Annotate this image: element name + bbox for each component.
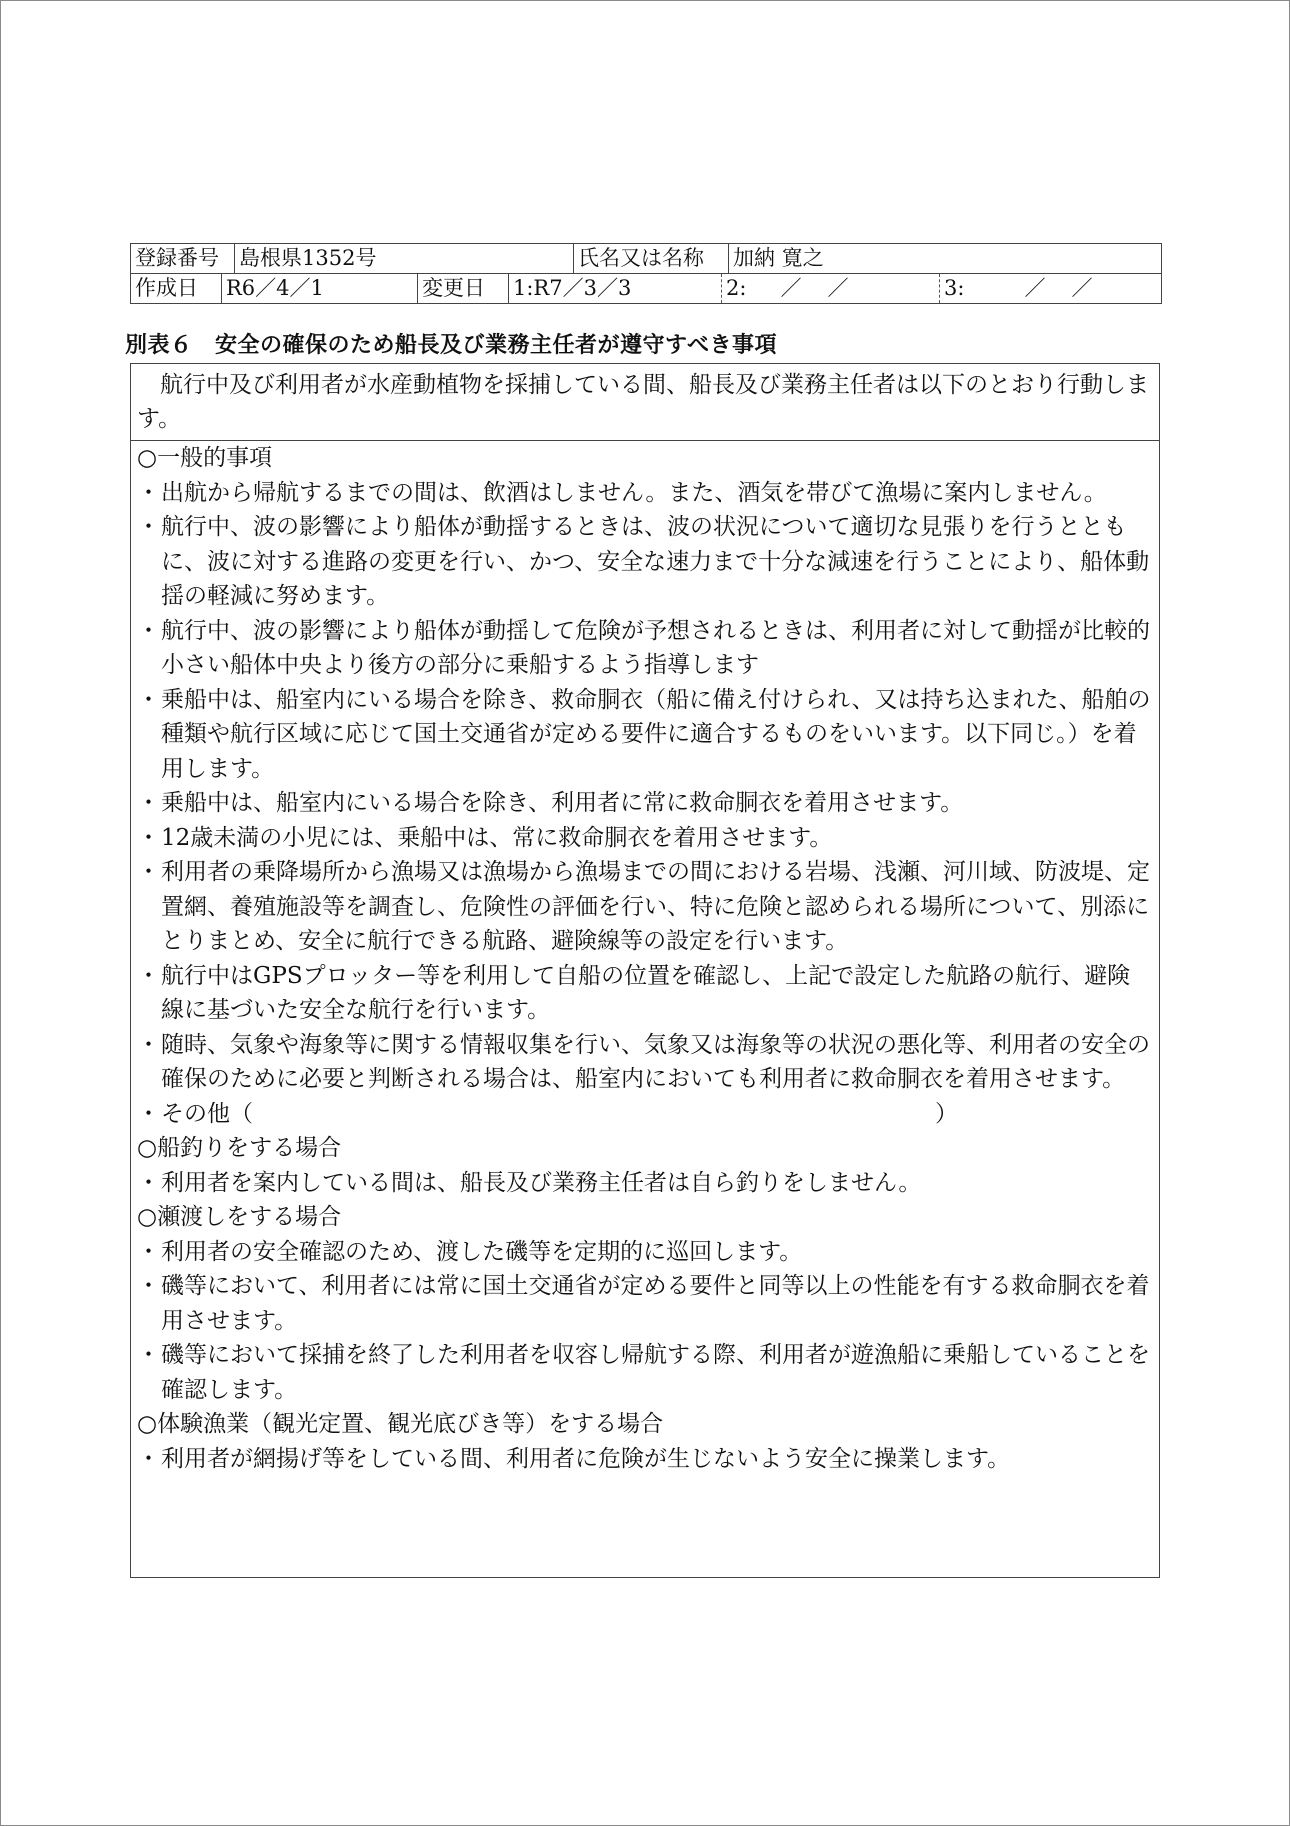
rule-item [137, 821, 1151, 856]
bullet-mark: ・ [137, 1238, 160, 1265]
other-open: その他（ [161, 1100, 253, 1127]
rule-item [137, 1166, 1151, 1201]
rule-text: 利用者を案内している間は、船長及び業務主任者は自ら釣りをしません。 [161, 1169, 922, 1196]
registration-row [131, 244, 1161, 273]
change-2-value [721, 274, 939, 303]
rule-item [137, 510, 1151, 614]
other-blank-field [161, 1097, 958, 1132]
rule-item [137, 1442, 1151, 1477]
change-3-value [939, 274, 1161, 303]
section-heading: ○一般的事項 [137, 445, 273, 471]
reg-number-label: 登録番号 [135, 246, 219, 270]
change-3-blank-date: ／ ／ [1024, 276, 1093, 300]
rule-text: 乗船中は、船室内にいる場合を除き、利用者に常に救命胴衣を着用させます。 [161, 790, 964, 816]
rule-item [137, 614, 1151, 683]
name-label: 氏名又は名称 [573, 244, 728, 273]
bullet-mark: ・ [137, 617, 160, 644]
section-heading: ○瀬渡しをする場合 [137, 1204, 342, 1230]
bullet-mark: ・ [137, 859, 160, 885]
rule-item [137, 855, 1151, 959]
rule-item [137, 476, 1151, 511]
bullet-mark: ・ [137, 1445, 160, 1472]
bullet-mark: ・ [137, 1273, 160, 1299]
other-close: ） [935, 1100, 958, 1127]
rule-text: 随時、気象や海象等に関する情報収集を行い、気象又は海象等の状況の悪化等、利用者の安全の確保のために必要と判断される場合は、船室内においても利用者に救命胴衣を着用させます。 [161, 1031, 1150, 1092]
rules-body [131, 441, 1159, 1476]
rule-text: 航行中はGPSプロッター等を利用して自船の位置を確認し、上記で設定した航路の航行、避険線に基づいた安全な航行を行います。 [161, 962, 1131, 1023]
bullet-mark: ・ [137, 1169, 160, 1196]
rule-item [137, 1338, 1151, 1407]
bullet-mark: ・ [137, 790, 160, 816]
bullet-mark: ・ [137, 479, 160, 506]
bullet-mark: ・ [137, 962, 160, 989]
change-3-prefix: 3: [944, 276, 965, 300]
bullet-mark: ・ [137, 514, 160, 540]
rule-text: 出航から帰航するまでの間は、飲酒はしません。また、酒気を帯びて漁場に案内しません。 [161, 479, 1107, 506]
rule-text: 利用者の安全確認のため、渡した磯等を定期的に巡回します。 [161, 1238, 803, 1265]
reg-number-value: 島根県1352号 [234, 244, 573, 273]
bullet-mark: ・ [137, 824, 160, 851]
change-2-blank-date: ／ ／ [780, 276, 849, 300]
rule-text: 12歳未満の小児には、乗船中は、常に救命胴衣を着用させます。 [161, 824, 833, 851]
section-heading: ○体験漁業（観光定置、観光底びき等）をする場合 [137, 1411, 664, 1437]
rule-text: 磯等において、利用者には常に国土交通省が定める要件と同等以上の性能を有する救命胴衣を着用させます。 [161, 1273, 1150, 1334]
registration-info-table [130, 243, 1162, 304]
rule-text: 利用者の乗降場所から漁場又は漁場から漁場までの間における岩場、浅瀬、河川域、防波堤、定置網、養殖施設等を調査し、危険性の評価を行い、特に危険と認められる場所について、別添にとりまとめ、安全に航行できる航路、避険線等の設定を行います。 [161, 859, 1150, 954]
rule-item [137, 1269, 1151, 1338]
created-value: R6／4／1 [221, 274, 417, 303]
rule-item-other [137, 1097, 1151, 1132]
bullet-mark: ・ [137, 1342, 160, 1368]
intro-paragraph: 航行中及び利用者が水産動植物を採捕している間、船長及び業務主任者は以下のとおり行動します。 [131, 364, 1159, 441]
change-2-prefix: 2: [726, 276, 747, 300]
bullet-mark: ・ [137, 686, 160, 713]
rule-item [137, 1235, 1151, 1270]
created-label: 作成日 [135, 276, 198, 300]
rule-text: 乗船中は、船室内にいる場合を除き、救命胴衣（船に備え付けられ、又は持ち込まれた、船舶の種類や航行区域に応じて国土交通省が定める要件に適合するものをいいます。以下同じ。）を着用します。 [161, 686, 1151, 782]
document-title: 別表６ 安全の確保のため船長及び業務主任者が遵守すべき事項 [125, 333, 778, 358]
rules-box [130, 363, 1160, 1578]
section-heading: ○船釣りをする場合 [137, 1135, 342, 1161]
rule-item [137, 959, 1151, 1028]
changed-label: 変更日 [417, 274, 508, 303]
rule-item [137, 683, 1151, 787]
bullet-mark: ・ [137, 1100, 160, 1127]
change-1-value: 1:R7／3／3 [508, 274, 721, 303]
rule-text: 利用者が網揚げ等をしている間、利用者に危険が生じないよう安全に操業します。 [161, 1445, 1011, 1472]
rule-text: 磯等において採捕を終了した利用者を収容し帰航する際、利用者が遊漁船に乗船していることを確認します。 [161, 1342, 1150, 1403]
date-row [131, 273, 1161, 303]
rule-text: 航行中、波の影響により船体が動揺して危険が予想されるときは、利用者に対して動揺が比較的小さい船体中央より後方の部分に乗船するよう指導します [161, 617, 1150, 678]
rule-text: 航行中、波の影響により船体が動揺するときは、波の状況について適切な見張りを行うとともに、波に対する進路の変更を行い、かつ、安全な速力まで十分な減速を行うことにより、船体動揺の軽減に努めます。 [161, 514, 1150, 609]
rule-item [137, 1028, 1151, 1097]
name-value: 加納 寛之 [728, 244, 1161, 273]
rule-item [137, 786, 1151, 821]
bullet-mark: ・ [137, 1031, 160, 1058]
